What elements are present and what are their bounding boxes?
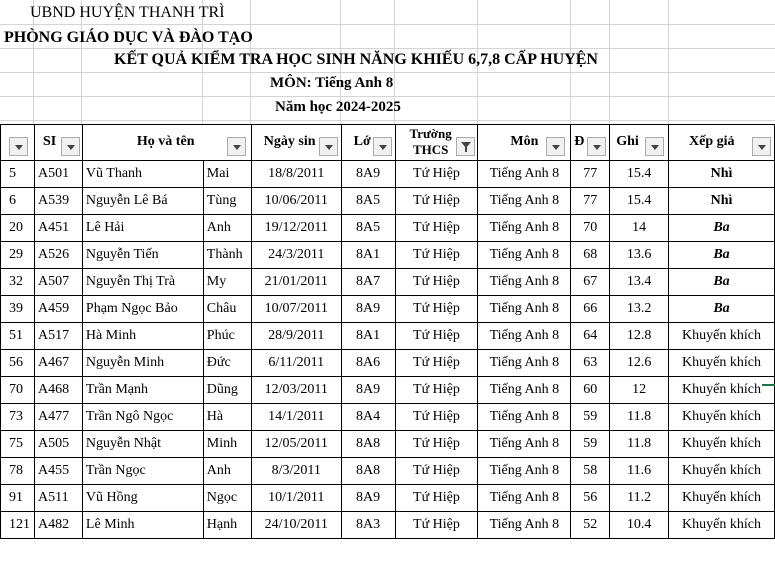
row-index[interactable]: 91 — [1, 485, 35, 512]
cell-rank[interactable]: Khuyến khích — [669, 431, 775, 458]
cell-note[interactable]: 12 — [610, 377, 669, 404]
filter-dropdown-icon[interactable] — [587, 137, 606, 156]
cell-dob[interactable]: 10/06/2011 — [251, 188, 341, 215]
cell-dob[interactable]: 28/9/2011 — [251, 323, 341, 350]
cell-note[interactable]: 15.4 — [610, 161, 669, 188]
cell-rank[interactable]: Khuyến khích — [669, 512, 775, 539]
cell-subject[interactable]: Tiếng Anh 8 — [478, 161, 571, 188]
cell-surname[interactable]: Trần Ngọc — [82, 458, 203, 485]
row-index[interactable]: 121 — [1, 512, 35, 539]
header-sbd-label: SI — [42, 134, 57, 149]
row-index[interactable]: 5 — [1, 161, 35, 188]
table-row — [1, 431, 775, 458]
filter-dropdown-icon[interactable] — [319, 137, 338, 156]
cell-surname[interactable]: Vũ Thanh — [82, 161, 203, 188]
cell-school[interactable]: Tứ Hiệp — [395, 269, 478, 296]
cell-sbd[interactable]: A451 — [34, 215, 82, 242]
cell-subject[interactable]: Tiếng Anh 8 — [478, 404, 571, 431]
row-index[interactable]: 20 — [1, 215, 35, 242]
cell-score[interactable]: 59 — [571, 431, 610, 458]
cell-rank[interactable]: Ba — [669, 242, 775, 269]
cell-surname[interactable]: Nguyễn Lê Bá — [82, 188, 203, 215]
cell-dob[interactable]: 10/1/2011 — [251, 485, 341, 512]
cell-score[interactable]: 66 — [571, 296, 610, 323]
table-row — [1, 377, 775, 404]
cell-score[interactable]: 68 — [571, 242, 610, 269]
cell-school[interactable]: Tứ Hiệp — [395, 458, 478, 485]
cell-score[interactable]: 77 — [571, 188, 610, 215]
cell-given-name[interactable]: Hà — [203, 404, 251, 431]
table-row — [1, 458, 775, 485]
header-class-label: Lớ — [353, 134, 371, 149]
cell-dob[interactable]: 24/10/2011 — [251, 512, 341, 539]
filter-dropdown-icon[interactable] — [9, 137, 28, 156]
cell-subject[interactable]: Tiếng Anh 8 — [478, 350, 571, 377]
cell-note[interactable]: 15.4 — [610, 188, 669, 215]
header-score-label: Đ — [574, 134, 585, 149]
cell-subject[interactable]: Tiếng Anh 8 — [478, 512, 571, 539]
org-line-1: UBND HUYỆN THANH TRÌ — [30, 4, 225, 21]
cell-note[interactable]: 13.6 — [610, 242, 669, 269]
cell-given-name[interactable]: Dũng — [203, 377, 251, 404]
cell-given-name[interactable]: Châu — [203, 296, 251, 323]
cell-school[interactable]: Tứ Hiệp — [395, 512, 478, 539]
cell-surname[interactable]: Nguyễn Tiến — [82, 242, 203, 269]
cell-subject[interactable]: Tiếng Anh 8 — [478, 215, 571, 242]
cell-class[interactable]: 8A7 — [341, 269, 395, 296]
cell-surname[interactable]: Nguyễn Nhật — [82, 431, 203, 458]
cell-class[interactable]: 8A6 — [341, 350, 395, 377]
cell-score[interactable]: 59 — [571, 404, 610, 431]
cell-subject[interactable]: Tiếng Anh 8 — [478, 269, 571, 296]
filter-dropdown-icon[interactable] — [373, 137, 392, 156]
cell-given-name[interactable]: Mai — [203, 161, 251, 188]
cell-rank[interactable]: Khuyến khích — [669, 458, 775, 485]
row-index[interactable]: 56 — [1, 350, 35, 377]
header-name — [82, 125, 251, 161]
cell-rank[interactable]: Khuyến khích — [669, 350, 775, 377]
cell-class[interactable]: 8A9 — [341, 296, 395, 323]
school-year: Năm học 2024-2025 — [275, 99, 401, 115]
cell-school[interactable]: Tứ Hiệp — [395, 296, 478, 323]
cell-dob[interactable]: 12/03/2011 — [251, 377, 341, 404]
table-row — [1, 512, 775, 539]
cell-given-name[interactable]: Thành — [203, 242, 251, 269]
cell-class[interactable]: 8A9 — [341, 377, 395, 404]
cell-given-name[interactable]: Tùng — [203, 188, 251, 215]
cell-given-name[interactable]: Đức — [203, 350, 251, 377]
row-index[interactable]: 78 — [1, 458, 35, 485]
row-index[interactable]: 73 — [1, 404, 35, 431]
table-row — [1, 296, 775, 323]
header-note-label: Ghi — [616, 134, 639, 149]
cell-score[interactable]: 56 — [571, 485, 610, 512]
cell-class[interactable]: 8A8 — [341, 458, 395, 485]
report-title: KẾT QUẢ KIỂM TRA HỌC SINH NĂNG KHIẾU 6,7,8 CẤP HUYỆN — [114, 51, 598, 68]
cell-rank[interactable]: Khuyến khích — [669, 377, 775, 404]
table-row — [1, 242, 775, 269]
cell-dob[interactable]: 6/11/2011 — [251, 350, 341, 377]
cell-rank[interactable]: Khuyến khích — [669, 323, 775, 350]
row-index[interactable]: 6 — [1, 188, 35, 215]
header-index — [1, 125, 35, 161]
cell-surname[interactable]: Phạm Ngọc Bảo — [82, 296, 203, 323]
cell-subject[interactable]: Tiếng Anh 8 — [478, 242, 571, 269]
cell-score[interactable]: 60 — [571, 377, 610, 404]
cell-subject[interactable]: Tiếng Anh 8 — [478, 431, 571, 458]
cell-school[interactable]: Tứ Hiệp — [395, 485, 478, 512]
cell-school[interactable]: Tứ Hiệp — [395, 188, 478, 215]
header-dob — [251, 125, 341, 161]
cell-note[interactable]: 10.4 — [610, 512, 669, 539]
cell-dob[interactable]: 24/3/2011 — [251, 242, 341, 269]
cell-sbd[interactable]: A505 — [34, 431, 82, 458]
cell-surname[interactable]: Trần Mạnh — [82, 377, 203, 404]
cell-surname[interactable]: Hà Minh — [82, 323, 203, 350]
cell-note[interactable]: 12.6 — [610, 350, 669, 377]
filter-dropdown-icon[interactable] — [61, 137, 80, 156]
cell-school[interactable]: Tứ Hiệp — [395, 323, 478, 350]
cell-dob[interactable]: 10/07/2011 — [251, 296, 341, 323]
cell-given-name[interactable]: Minh — [203, 431, 251, 458]
cell-class[interactable]: 8A5 — [341, 215, 395, 242]
cell-surname[interactable]: Nguyễn Thị Trà — [82, 269, 203, 296]
cell-school[interactable]: Tứ Hiệp — [395, 404, 478, 431]
cell-surname[interactable]: Lê Hải — [82, 215, 203, 242]
cell-note[interactable]: 11.6 — [610, 458, 669, 485]
header-note — [610, 125, 669, 161]
results-table — [0, 124, 775, 539]
cell-subject[interactable]: Tiếng Anh 8 — [478, 377, 571, 404]
cell-note[interactable]: 13.4 — [610, 269, 669, 296]
cell-dob[interactable]: 19/12/2011 — [251, 215, 341, 242]
table-row — [1, 485, 775, 512]
cell-given-name[interactable]: Anh — [203, 215, 251, 242]
filter-dropdown-icon[interactable] — [546, 137, 565, 156]
cell-school[interactable]: Tứ Hiệp — [395, 350, 478, 377]
filter-dropdown-icon[interactable] — [645, 137, 664, 156]
table-row — [1, 269, 775, 296]
cell-score[interactable]: 67 — [571, 269, 610, 296]
cell-rank[interactable]: Ba — [669, 215, 775, 242]
table-row — [1, 350, 775, 377]
subject-line: MÔN: Tiếng Anh 8 — [270, 75, 394, 91]
filter-active-funnel-icon[interactable] — [456, 137, 475, 156]
cell-class[interactable]: 8A9 — [341, 485, 395, 512]
cell-surname[interactable]: Vũ Hồng — [82, 485, 203, 512]
cell-subject[interactable]: Tiếng Anh 8 — [478, 323, 571, 350]
cell-surname[interactable]: Nguyễn Minh — [82, 350, 203, 377]
cell-subject[interactable]: Tiếng Anh 8 — [478, 458, 571, 485]
cell-sbd[interactable]: A468 — [34, 377, 82, 404]
header-school-label — [410, 126, 452, 158]
cell-score[interactable]: 70 — [571, 215, 610, 242]
filter-dropdown-icon[interactable] — [227, 137, 246, 156]
cell-class[interactable]: 8A3 — [341, 512, 395, 539]
cell-school[interactable]: Tứ Hiệp — [395, 161, 478, 188]
row-index[interactable]: 70 — [1, 377, 35, 404]
cell-score[interactable]: 58 — [571, 458, 610, 485]
table-row — [1, 404, 775, 431]
cell-sbd[interactable]: A511 — [34, 485, 82, 512]
cell-class[interactable]: 8A1 — [341, 323, 395, 350]
cell-dob[interactable]: 18/8/2011 — [251, 161, 341, 188]
cell-score[interactable]: 64 — [571, 323, 610, 350]
cell-rank[interactable]: Khuyến khích — [669, 404, 775, 431]
cell-sbd[interactable]: A501 — [34, 161, 82, 188]
cell-dob[interactable]: 14/1/2011 — [251, 404, 341, 431]
header-class — [341, 125, 395, 161]
cell-given-name[interactable]: Ngọc — [203, 485, 251, 512]
cell-school[interactable]: Tứ Hiệp — [395, 242, 478, 269]
cell-surname[interactable]: Trần Ngô Ngọc — [82, 404, 203, 431]
row-index[interactable]: 39 — [1, 296, 35, 323]
cell-sbd[interactable]: A526 — [34, 242, 82, 269]
cell-rank[interactable]: Nhì — [669, 188, 775, 215]
table-row — [1, 215, 775, 242]
cell-rank[interactable]: Nhì — [669, 161, 775, 188]
cell-sbd[interactable]: A507 — [34, 269, 82, 296]
cell-surname[interactable]: Lê Minh — [82, 512, 203, 539]
cell-dob[interactable]: 12/05/2011 — [251, 431, 341, 458]
cell-sbd[interactable]: A482 — [34, 512, 82, 539]
cell-class[interactable]: 8A8 — [341, 431, 395, 458]
cell-given-name[interactable]: Phúc — [203, 323, 251, 350]
cell-subject[interactable]: Tiếng Anh 8 — [478, 485, 571, 512]
header-dob-label: Ngày sin — [263, 134, 316, 149]
header-rank-label: Xếp giả — [689, 134, 735, 149]
filter-dropdown-icon[interactable] — [752, 137, 771, 156]
row-index[interactable]: 51 — [1, 323, 35, 350]
cell-score[interactable]: 77 — [571, 161, 610, 188]
cell-class[interactable]: 8A5 — [341, 188, 395, 215]
cell-rank[interactable]: Ba — [669, 296, 775, 323]
header-row — [1, 125, 775, 161]
header-school — [395, 125, 478, 161]
header-school-line1: Trường — [409, 126, 452, 141]
org-line-2: PHÒNG GIÁO DỤC VÀ ĐÀO TẠO — [4, 29, 253, 46]
cell-rank[interactable]: Ba — [669, 269, 775, 296]
cell-class[interactable]: 8A4 — [341, 404, 395, 431]
cell-sbd[interactable]: A455 — [34, 458, 82, 485]
cell-note[interactable]: 11.8 — [610, 404, 669, 431]
cell-dob[interactable]: 8/3/2011 — [251, 458, 341, 485]
table-row — [1, 161, 775, 188]
cell-school[interactable]: Tứ Hiệp — [395, 215, 478, 242]
cell-note[interactable]: 13.2 — [610, 296, 669, 323]
cell-score[interactable]: 63 — [571, 350, 610, 377]
cell-note[interactable]: 14 — [610, 215, 669, 242]
row-index[interactable]: 75 — [1, 431, 35, 458]
cell-subject[interactable]: Tiếng Anh 8 — [478, 296, 571, 323]
cell-sbd[interactable]: A539 — [34, 188, 82, 215]
cell-sbd[interactable]: A517 — [34, 323, 82, 350]
cell-selection-edge — [762, 384, 775, 386]
cell-note[interactable]: 11.8 — [610, 431, 669, 458]
cell-class[interactable]: 8A9 — [341, 161, 395, 188]
header-name-label: Họ và tên — [136, 134, 195, 149]
table-row — [1, 188, 775, 215]
cell-school[interactable]: Tứ Hiệp — [395, 431, 478, 458]
cell-rank[interactable]: Khuyến khích — [669, 485, 775, 512]
cell-sbd[interactable]: A467 — [34, 350, 82, 377]
cell-sbd[interactable]: A459 — [34, 296, 82, 323]
cell-class[interactable]: 8A1 — [341, 242, 395, 269]
row-index[interactable]: 32 — [1, 269, 35, 296]
cell-note[interactable]: 11.2 — [610, 485, 669, 512]
cell-note[interactable]: 12.8 — [610, 323, 669, 350]
header-subject-label: Môn — [510, 134, 539, 149]
cell-given-name[interactable]: Hạnh — [203, 512, 251, 539]
header-school-line2: THCS — [412, 142, 449, 157]
cell-given-name[interactable]: My — [203, 269, 251, 296]
header-score — [571, 125, 610, 161]
header-subject — [478, 125, 571, 161]
cell-subject[interactable]: Tiếng Anh 8 — [478, 188, 571, 215]
cell-given-name[interactable]: Anh — [203, 458, 251, 485]
row-index[interactable]: 29 — [1, 242, 35, 269]
cell-school[interactable]: Tứ Hiệp — [395, 377, 478, 404]
cell-dob[interactable]: 21/01/2011 — [251, 269, 341, 296]
cell-score[interactable]: 52 — [571, 512, 610, 539]
cell-sbd[interactable]: A477 — [34, 404, 82, 431]
header-rank — [669, 125, 775, 161]
table-row — [1, 323, 775, 350]
header-sbd — [34, 125, 82, 161]
